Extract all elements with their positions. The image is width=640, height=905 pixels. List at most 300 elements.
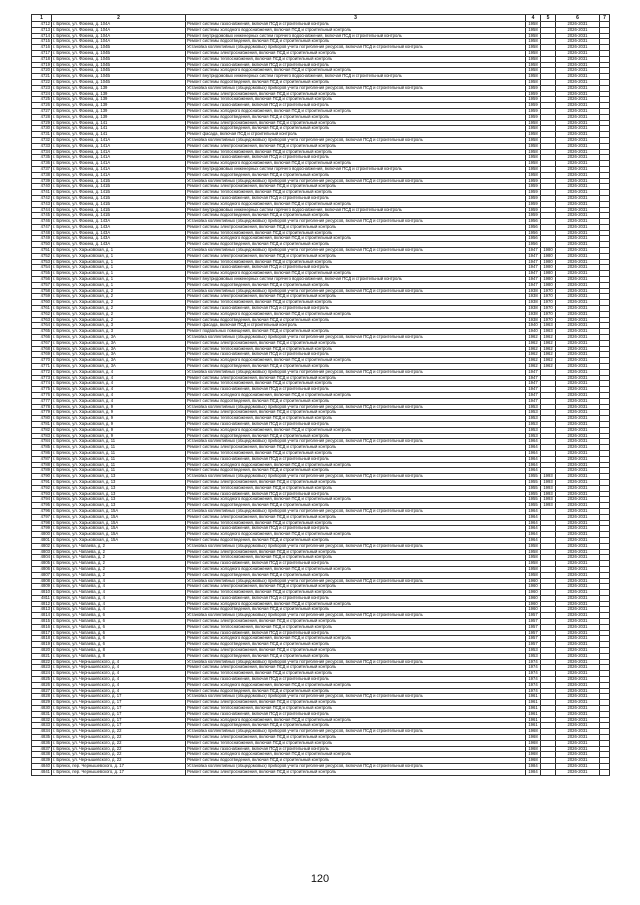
table-cell: 4712 [32, 22, 52, 28]
table-cell: Ремонт системы водоотведения, включая ПСД и строительный контроль [186, 282, 526, 288]
table-cell: Ремонт системы теплоснабжения, включая ПСД и строительный контроль [186, 416, 526, 422]
table-cell: 2026-2031 [556, 166, 600, 172]
table-cell: 2026-2031 [556, 300, 600, 306]
table-cell: г. Брянск, ул. Чапаева, д. 4 [52, 607, 186, 613]
table-cell: 2026-2031 [556, 590, 600, 596]
table-cell: 2026-2031 [556, 230, 600, 236]
table-cell: 2026-2031 [556, 282, 600, 288]
table-cell: Ремонт системы теплоснабжения, включая ПСД и строительный контроль [186, 300, 526, 306]
table-cell: 2026-2031 [556, 178, 600, 184]
table-cell: 4819 [32, 642, 52, 648]
table-cell: Ремонт внутридомовых инженерных систем горячего водоснабжения, включая ПСД и строительный контроль [186, 277, 526, 283]
table-cell: 2026-2031 [556, 393, 600, 399]
table-cell: 1958 [526, 172, 541, 178]
table-cell: г. Брянск, ул. Харьковская, д. 11 [52, 439, 186, 445]
table-cell: 4818 [32, 636, 52, 642]
table-cell: 1947 [526, 393, 541, 399]
table-cell: 4836 [32, 740, 52, 746]
table-cell: г. Брянск, ул. Фокина, д. 104А [52, 27, 186, 33]
table-cell: 2026-2031 [556, 485, 600, 491]
table-cell: Ремонт системы электроснабжения, включая ПСД и строительный контроль [186, 340, 526, 346]
table-cell: Установка коллективных (общедомовых) приборов учета потребления ресурсов, включая ПСД и строительный контроль [186, 439, 526, 445]
table-cell: Установка коллективных (общедомовых) приборов учета потребления ресурсов, включая ПСД и строительный контроль [186, 729, 526, 735]
table-cell: г. Брянск, ул. Харьковская, д. 11 [52, 445, 186, 451]
table-cell: Ремонт системы газоснабжения, включая ПСД и строительный контроль [186, 352, 526, 358]
table-cell: г. Брянск, ул. Харьковская, д. 9 [52, 410, 186, 416]
table-cell: Ремонт системы газоснабжения, включая ПСД и строительный контроль [186, 561, 526, 567]
table-cell: 1947 [526, 369, 541, 375]
table-cell: 4830 [32, 706, 52, 712]
table-cell: 4767 [32, 340, 52, 346]
table-cell: 2026-2031 [556, 479, 600, 485]
table-cell: 4729 [32, 120, 52, 126]
table-cell: 1959 [526, 85, 541, 91]
table-cell: Установка коллективных (общедомовых) приборов учета потребления ресурсов, включая ПСД и строительный контроль [186, 178, 526, 184]
table-cell: г. Брянск, ул. Чернышевского, д. 22 [52, 758, 186, 764]
table-cell: Ремонт системы холодного водоснабжения, включая ПСД и строительный контроль [186, 427, 526, 433]
table-cell: 2026-2031 [556, 503, 600, 509]
table-cell: г. Брянск, ул. Фокина, д. 139 [52, 91, 186, 97]
table-cell: 4822 [32, 659, 52, 665]
table-cell: 1958 [526, 62, 541, 68]
table-cell: г. Брянск, ул. Харьковская, д. 13 [52, 497, 186, 503]
table-cell: Ремонт системы электроснабжения, включая ПСД и строительный контроль [186, 479, 526, 485]
table-cell: г. Брянск, ул. Чернышевского, д. 22 [52, 740, 186, 746]
table-cell: Ремонт внутридомовых инженерных систем горячего водоснабжения, включая ПСД и строительный контроль [186, 166, 526, 172]
table-cell: 2026-2031 [556, 132, 600, 138]
table-cell: 1958 [526, 166, 541, 172]
table-cell: 1993 [541, 479, 556, 485]
table-cell: 1993 [541, 491, 556, 497]
table-cell: г. Брянск, ул. Фокина, д. 141А [52, 172, 186, 178]
table-cell: Установка коллективных (общедомовых) приборов учета потребления ресурсов, включая ПСД и строительный контроль [186, 248, 526, 254]
table-cell: Ремонт системы электроснабжения, включая ПСД и строительный контроль [186, 184, 526, 190]
table-cell: 1959 [526, 184, 541, 190]
table-cell: Ремонт системы холодного водоснабжения, включая ПСД и строительный контроль [186, 161, 526, 167]
table-cell: 1964 [526, 439, 541, 445]
table-cell: Ремонт системы электроснабжения, включая ПСД и строительный контроль [186, 584, 526, 590]
table-cell: Ремонт системы электроснабжения, включая ПСД и строительный контроль [186, 50, 526, 56]
table-cell: Ремонт системы газоснабжения, включая ПСД и строительный контроль [186, 711, 526, 717]
table-cell: 4739 [32, 178, 52, 184]
table-cell: 2026-2031 [556, 717, 600, 723]
table-cell: 4839 [32, 758, 52, 764]
table-cell: 4718 [32, 56, 52, 62]
table-cell: 4742 [32, 195, 52, 201]
table-cell: г. Брянск, ул. Харьковская, д. 15А [52, 508, 186, 514]
table-cell: Ремонт фасада, включая ПСД и строительный контроль [186, 323, 526, 329]
table-cell: 1964 [526, 532, 541, 538]
table-cell: 1959 [526, 190, 541, 196]
table-cell: 1956 [526, 230, 541, 236]
table-cell: Ремонт системы газоснабжения, включая ПСД и строительный контроль [186, 195, 526, 201]
table-cell: г. Брянск, ул. Харьковская, д. 2 [52, 311, 186, 317]
table-cell: Ремонт системы газоснабжения, включая ПСД и строительный контроль [186, 62, 526, 68]
table-cell: 2026-2031 [556, 143, 600, 149]
table-cell: г. Брянск, ул. Харьковская, д. 1 [52, 265, 186, 271]
table-cell: 2026-2031 [556, 340, 600, 346]
table-cell: Ремонт системы электроснабжения, включая ПСД и строительный контроль [186, 294, 526, 300]
table-cell: г. Брянск, ул. Харьковская, д. 3А [52, 358, 186, 364]
table-cell: 2026-2031 [556, 671, 600, 677]
header-cell: 6 [556, 15, 600, 22]
table-cell: 2026-2031 [556, 288, 600, 294]
table-cell: 1958 [526, 561, 541, 567]
header-cell: 4 [526, 15, 541, 22]
table-cell: 2026-2031 [556, 677, 600, 683]
table-cell: 1962 [526, 346, 541, 352]
table-cell: г. Брянск, ул. Харьковская, д. 13 [52, 491, 186, 497]
table-cell: г. Брянск, ул. Фокина, д. 104А [52, 39, 186, 45]
table-cell: 1947 [526, 253, 541, 259]
table-cell: 2026-2031 [556, 39, 600, 45]
table-cell: 4792 [32, 485, 52, 491]
table-cell: 1959 [526, 108, 541, 114]
table-cell: 4756 [32, 277, 52, 283]
table-cell: Установка коллективных (общедомовых) приборов учета потребления ресурсов, включая ПСД и строительный контроль [186, 335, 526, 341]
table-cell: 4717 [32, 50, 52, 56]
table-cell: Ремонт системы водоотведения, включая ПСД и строительный контроль [186, 398, 526, 404]
table-cell: 1964 [526, 508, 541, 514]
table-cell: 1963 [541, 329, 556, 335]
table-cell: Ремонт системы газоснабжения, включая ПСД и строительный контроль [186, 677, 526, 683]
table-cell: г. Брянск, ул. Чапаева, д. 4 [52, 590, 186, 596]
table-cell: 2026-2031 [556, 706, 600, 712]
table-cell: 1947 [526, 387, 541, 393]
table-cell: Ремонт системы водоотведения, включая ПСД и строительный контроль [186, 242, 526, 248]
table-cell: Ремонт системы теплоснабжения, включая ПСД и строительный контроль [186, 97, 526, 103]
table-cell: 2026-2031 [556, 543, 600, 549]
table-cell: 4725 [32, 97, 52, 103]
table-cell: 1953 [526, 653, 541, 659]
table-cell: 1964 [526, 450, 541, 456]
table-cell: 2026-2031 [556, 97, 600, 103]
table-cell: 4799 [32, 526, 52, 532]
table-cell: 1964 [526, 445, 541, 451]
table-cell: 1980 [541, 271, 556, 277]
table-cell: г. Брянск, ул. Чернышевского, д. 17 [52, 700, 186, 706]
table-cell: г. Брянск, ул. Чапаева, д. 4 [52, 595, 186, 601]
table-cell: 1974 [526, 682, 541, 688]
table-cell: 4769 [32, 352, 52, 358]
table-cell: 1959 [526, 91, 541, 97]
table-cell: г. Брянск, ул. Харьковская, д. 15А [52, 532, 186, 538]
table-cell: 4841 [32, 769, 52, 775]
table-cell: г. Брянск, ул. Харьковская, д. 9 [52, 433, 186, 439]
table-cell: г. Брянск, ул. Харьковская, д. 1 [52, 282, 186, 288]
table-cell: 1958 [526, 549, 541, 555]
table-cell: 1970 [541, 300, 556, 306]
table-cell: г. Брянск, ул. Фокина, д. 104Б [52, 62, 186, 68]
table-cell: 2026-2031 [556, 79, 600, 85]
table-cell: 2026-2031 [556, 526, 600, 532]
table-cell: Установка коллективных (общедомовых) приборов учета потребления ресурсов, включая ПСД и строительный контроль [186, 85, 526, 91]
table-cell: г. Брянск, ул. Фокина, д. 141 [52, 132, 186, 138]
table-cell: г. Брянск, ул. Чапаева, д. 4 [52, 578, 186, 584]
table-cell: Ремонт системы холодного водоснабжения, включая ПСД и строительный контроль [186, 108, 526, 114]
table-cell: 4737 [32, 166, 52, 172]
table-cell: 1974 [526, 665, 541, 671]
table-cell: 4738 [32, 172, 52, 178]
table-cell: г. Брянск, ул. Харьковская, д. 4 [52, 393, 186, 399]
table-cell: 1970 [541, 288, 556, 294]
table-cell: г. Брянск, ул. Фокина, д. 141 [52, 120, 186, 126]
table-cell: 1961 [526, 694, 541, 700]
table-cell: 4816 [32, 624, 52, 630]
table-cell: 4811 [32, 595, 52, 601]
table-cell: Ремонт системы теплоснабжения, включая ПСД и строительный контроль [186, 450, 526, 456]
table-cell: Ремонт системы водоотведения, включая ПСД и строительный контроль [186, 39, 526, 45]
table-cell: Ремонт системы электроснабжения, включая ПСД и строительный контроль [186, 549, 526, 555]
table-cell: 2026-2031 [556, 410, 600, 416]
table-cell: Ремонт системы электроснабжения, включая ПСД и строительный контроль [186, 514, 526, 520]
table-cell: г. Брянск, ул. Чапаева, д. 2 [52, 572, 186, 578]
table-cell: Ремонт системы теплоснабжения, включая ПСД и строительный контроль [186, 520, 526, 526]
table-cell: 1958 [526, 79, 541, 85]
table-cell: 1961 [526, 723, 541, 729]
table-cell: 2026-2031 [556, 375, 600, 381]
table-cell: г. Брянск, ул. Фокина, д. 141Б [52, 190, 186, 196]
table-cell: Ремонт системы газоснабжения, включая ПСД и строительный контроль [186, 103, 526, 109]
table-cell: 1959 [526, 207, 541, 213]
table-cell: Ремонт системы холодного водоснабжения, включая ПСД и строительный контроль [186, 497, 526, 503]
table-cell: 1958 [526, 56, 541, 62]
table-cell: Ремонт системы водоотведения, включая ПСД и строительный контроль [186, 213, 526, 219]
table-cell: 4833 [32, 723, 52, 729]
table-cell: 4732 [32, 137, 52, 143]
table-cell [541, 769, 556, 775]
table-cell: 1947 [526, 248, 541, 254]
table-cell: 1962 [526, 364, 541, 370]
table-cell: г. Брянск, ул. Харьковская, д. 15А [52, 537, 186, 543]
table-cell: 4824 [32, 671, 52, 677]
table-cell: 1958 [526, 27, 541, 33]
table-cell: 2026-2031 [556, 445, 600, 451]
table-cell: г. Брянск, ул. Харьковская, д. 1 [52, 248, 186, 254]
table-cell: 2026-2031 [556, 201, 600, 207]
table-cell: 2026-2031 [556, 584, 600, 590]
table-cell: 4724 [32, 91, 52, 97]
table-cell: 2026-2031 [556, 317, 600, 323]
table-cell: г. Брянск, ул. Харьковская, д. 15А [52, 526, 186, 532]
table-cell: Ремонт системы теплоснабжения, включая ПСД и строительный контроль [186, 590, 526, 596]
table-cell: г. Брянск, ул. Харьковская, д. 11 [52, 468, 186, 474]
table-cell: 2026-2031 [556, 253, 600, 259]
table-cell: 2026-2031 [556, 694, 600, 700]
table-cell: 4827 [32, 688, 52, 694]
table-cell: 4763 [32, 317, 52, 323]
table-cell: 2026-2031 [556, 91, 600, 97]
table-cell [600, 769, 610, 775]
table-cell: г. Брянск, ул. Харьковская, д. 15А [52, 520, 186, 526]
table-cell: 2026-2031 [556, 769, 600, 775]
table-cell: 2026-2031 [556, 613, 600, 619]
table-cell: 1955 [526, 479, 541, 485]
table-cell: г. Брянск, ул. Чапаева, д. 4 [52, 601, 186, 607]
table-cell: г. Брянск, ул. Чернышевского, д. 4 [52, 677, 186, 683]
table-cell: 2026-2031 [556, 416, 600, 422]
table-cell: 4807 [32, 572, 52, 578]
table-cell: Установка коллективных (общедомовых) приборов учета потребления ресурсов, включая ПСД и строительный контроль [186, 137, 526, 143]
table-cell: 4795 [32, 503, 52, 509]
table-cell: г. Брянск, ул. Харьковская, д. 1 [52, 271, 186, 277]
table-cell: Ремонт системы электроснабжения, включая ПСД и строительный контроль [186, 410, 526, 416]
table-cell: г. Брянск, ул. Харьковская, д. 9 [52, 427, 186, 433]
table-cell: Ремонт системы газоснабжения, включая ПСД и строительный контроль [186, 155, 526, 161]
table-cell: Ремонт системы газоснабжения, включая ПСД и строительный контроль [186, 265, 526, 271]
table-cell: 4731 [32, 132, 52, 138]
table-cell: 1956 [526, 219, 541, 225]
table-cell: 4826 [32, 682, 52, 688]
table-cell: 1961 [526, 717, 541, 723]
table-cell: г. Брянск, ул. Чапаева, д. 8 [52, 648, 186, 654]
table-cell: 2026-2031 [556, 752, 600, 758]
table-cell: Ремонт системы газоснабжения, включая ПСД и строительный контроль [186, 456, 526, 462]
table-cell: 4785 [32, 445, 52, 451]
table-cell: 4790 [32, 474, 52, 480]
table-cell: 4768 [32, 346, 52, 352]
table-cell: 2026-2031 [556, 607, 600, 613]
table-cell: 1993 [541, 474, 556, 480]
table-cell: г. Брянск, ул. Фокина, д. 139 [52, 108, 186, 114]
table-cell: 1953 [526, 404, 541, 410]
table-cell: 2026-2031 [556, 265, 600, 271]
table-cell: г. Брянск, ул. Фокина, д. 139 [52, 114, 186, 120]
table-cell: Ремонт системы газоснабжения, включая ПСД и строительный контроль [186, 387, 526, 393]
table-cell: Ремонт системы холодного водоснабжения, включая ПСД и строительный контроль [186, 311, 526, 317]
table-cell: 1974 [526, 677, 541, 683]
table-cell: г. Брянск, ул. Фокина, д. 104А [52, 22, 186, 28]
table-cell: 1970 [541, 294, 556, 300]
table-cell: Ремонт внутридомовых инженерных систем горячего водоснабжения, включая ПСД и строительный контроль [186, 74, 526, 80]
table-cell: 4734 [32, 149, 52, 155]
table-cell: Ремонт фасада, включая ПСД и строительный контроль [186, 132, 526, 138]
table-cell: Ремонт системы водоотведения, включая ПСД и строительный контроль [186, 642, 526, 648]
table-cell: 1962 [526, 358, 541, 364]
table-cell: Ремонт системы газоснабжения, включая ПСД и строительный контроль [186, 22, 526, 28]
table-cell: 1955 [526, 497, 541, 503]
table-cell: г. Брянск, ул. Фокина, д. 104Б [52, 50, 186, 56]
table-cell: 4817 [32, 630, 52, 636]
table-cell: 2026-2031 [556, 155, 600, 161]
register-sheet [31, 14, 609, 860]
table-cell: Установка коллективных (общедомовых) приборов учета потребления ресурсов, включая ПСД и строительный контроль [186, 404, 526, 410]
table-cell: 4758 [32, 288, 52, 294]
table-cell: г. Брянск, ул. Чернышевского, д. 22 [52, 735, 186, 741]
table-cell: г. Брянск, пер. Чернышевского, д. 17 [52, 769, 186, 775]
table-cell: 4772 [32, 369, 52, 375]
table-cell: Ремонт системы водоотведения, включая ПСД и строительный контроль [186, 503, 526, 509]
table-cell: 1980 [541, 259, 556, 265]
table-cell: 1968 [526, 758, 541, 764]
table-cell: 2026-2031 [556, 404, 600, 410]
table-cell: Ремонт системы теплоснабжения, включая ПСД и строительный контроль [186, 56, 526, 62]
table-cell: Ремонт системы газоснабжения, включая ПСД и строительный контроль [186, 421, 526, 427]
table-cell: 2026-2031 [556, 120, 600, 126]
table-cell: 4813 [32, 607, 52, 613]
table-cell: г. Брянск, ул. Чернышевского, д. 17 [52, 711, 186, 717]
table-cell: 4735 [32, 155, 52, 161]
table-cell: 4764 [32, 323, 52, 329]
table-cell: 4751 [32, 248, 52, 254]
table-cell: Ремонт системы газоснабжения, включая ПСД и строительный контроль [186, 595, 526, 601]
table-cell: 1993 [541, 503, 556, 509]
table-cell: Ремонт системы электроснабжения, включая ПСД и строительный контроль [186, 735, 526, 741]
table-cell: Ремонт системы водоотведения, включая ПСД и строительный контроль [186, 364, 526, 370]
table-cell: 2026-2031 [556, 398, 600, 404]
table-cell: г. Брянск, ул. Харьковская, д. 3А [52, 364, 186, 370]
table-cell: 1958 [526, 572, 541, 578]
table-cell: 4801 [32, 537, 52, 543]
table-cell: 1959 [526, 178, 541, 184]
table-cell: г. Брянск, ул. Харьковская, д. 13 [52, 485, 186, 491]
header-cell: 1 [32, 15, 52, 22]
table-cell: 1960 [526, 601, 541, 607]
table-cell: 2026-2031 [556, 137, 600, 143]
table-cell: 1947 [526, 259, 541, 265]
table-cell: Ремонт системы теплоснабжения, включая ПСД и строительный контроль [186, 190, 526, 196]
table-cell: 2026-2031 [556, 630, 600, 636]
table-cell: 1970 [541, 311, 556, 317]
table-cell: 2026-2031 [556, 387, 600, 393]
table-cell: Установка коллективных (общедомовых) приборов учета потребления ресурсов, включая ПСД и строительный контроль [186, 369, 526, 375]
table-cell: 1959 [526, 195, 541, 201]
table-cell: 1958 [526, 566, 541, 572]
table-cell: г. Брянск, ул. Чапаева, д. 6 [52, 642, 186, 648]
table-cell: 1993 [541, 497, 556, 503]
table-cell: 4747 [32, 224, 52, 230]
table-cell: 4776 [32, 393, 52, 399]
table-cell: 4780 [32, 416, 52, 422]
table-cell: Ремонт системы холодного водоснабжения, включая ПСД и строительный контроль [186, 462, 526, 468]
table-cell: 4840 [32, 764, 52, 770]
table-cell: г. Брянск, ул. Фокина, д. 139 [52, 85, 186, 91]
table-cell: Ремонт системы водоотведения, включая ПСД и строительный контроль [186, 114, 526, 120]
table-cell: Установка коллективных (общедомовых) приборов учета потребления ресурсов, включая ПСД и строительный контроль [186, 508, 526, 514]
table-cell: г. Брянск, ул. Фокина, д. 141 [52, 126, 186, 132]
table-cell: Ремонт системы холодного водоснабжения, включая ПСД и строительный контроль [186, 566, 526, 572]
table-cell: г. Брянск, ул. Чернышевского, д. 22 [52, 752, 186, 758]
table-cell: Установка коллективных (общедомовых) приборов учета потребления ресурсов, включая ПСД и строительный контроль [186, 694, 526, 700]
table-cell: 1959 [526, 213, 541, 219]
table-cell: 4797 [32, 514, 52, 520]
table-cell: 2026-2031 [556, 103, 600, 109]
table-cell: 4791 [32, 479, 52, 485]
table-cell: 4788 [32, 462, 52, 468]
table-cell: 4829 [32, 700, 52, 706]
table-cell: Ремонт подвальных помещений, включая ПСД и строительный контроль [186, 329, 526, 335]
table-cell: г. Брянск, ул. Фокина, д. 141Б [52, 178, 186, 184]
table-cell: 1962 [541, 346, 556, 352]
table-cell: 4802 [32, 543, 52, 549]
table-cell: 4733 [32, 143, 52, 149]
table-cell: Ремонт внутридомовых инженерных систем горячего водоснабжения, включая ПСД и строительный контроль [186, 33, 526, 39]
table-cell: 1938 [526, 288, 541, 294]
table-cell: г. Брянск, ул. Чапаева, д. 2 [52, 561, 186, 567]
table-cell: Ремонт системы электроснабжения, включая ПСД и строительный контроль [186, 375, 526, 381]
table-cell: 2026-2031 [556, 682, 600, 688]
table-cell: г. Брянск, ул. Фокина, д. 104Б [52, 68, 186, 74]
table-cell: 2026-2031 [556, 311, 600, 317]
table-cell: 1968 [526, 746, 541, 752]
table-cell: 4834 [32, 729, 52, 735]
table-cell: 1947 [526, 398, 541, 404]
table-cell: 2026-2031 [556, 236, 600, 242]
table-cell: 4805 [32, 561, 52, 567]
table-cell: 4808 [32, 578, 52, 584]
table-cell: 1961 [526, 706, 541, 712]
table-cell: 1956 [526, 224, 541, 230]
